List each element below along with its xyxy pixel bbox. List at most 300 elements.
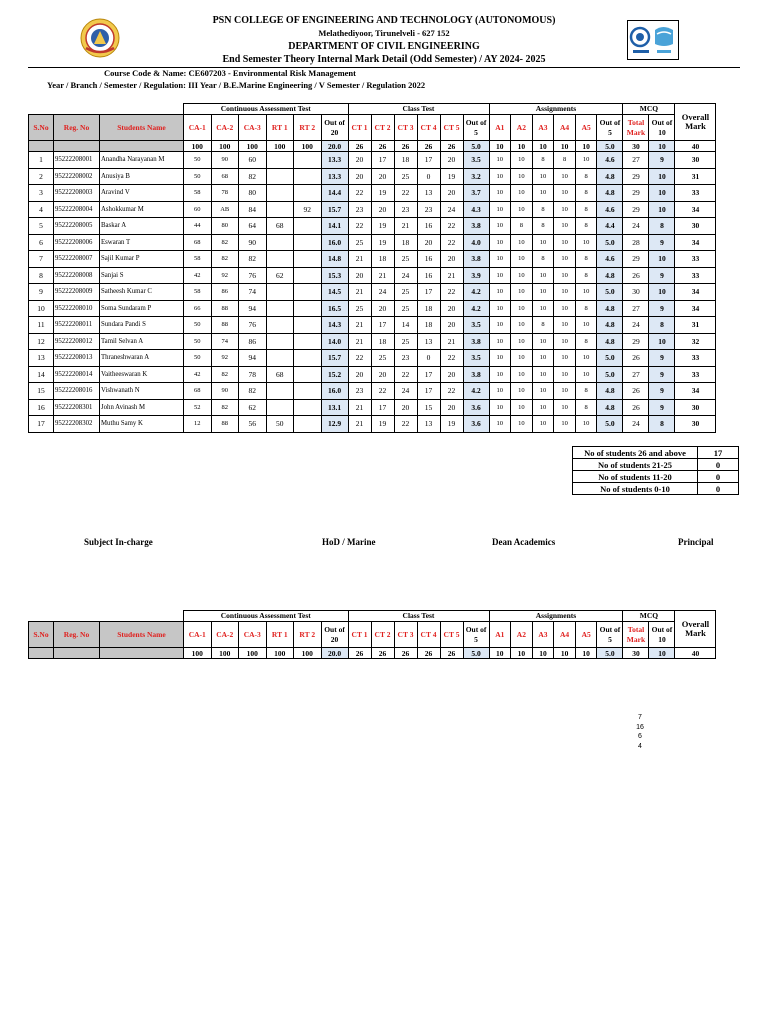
table-cell [266, 350, 294, 367]
table-cell: 21 [348, 317, 371, 334]
max-mark: 5.0 [597, 141, 623, 152]
table-cell: 16.0 [321, 383, 348, 400]
table-cell: 17 [417, 366, 440, 383]
table-cell: 90 [211, 152, 239, 169]
table-cell: 14.0 [321, 333, 348, 350]
table-cell: 10 [532, 234, 554, 251]
table-cell: 16 [29, 399, 54, 416]
table-cell: 95222208011 [54, 317, 100, 334]
table-cell: 8 [532, 251, 554, 268]
max-mark: 100 [211, 141, 239, 152]
table-cell: 24 [371, 284, 394, 301]
table-cell: 29 [623, 333, 649, 350]
table-cell: 4.8 [597, 267, 623, 284]
table-cell: 34 [675, 201, 716, 218]
table-cell: 13.3 [321, 168, 348, 185]
table-cell: 10 [511, 201, 533, 218]
column-header: CT 5 [440, 622, 463, 648]
table-cell: 25 [394, 333, 417, 350]
max-mark: 100 [294, 141, 322, 152]
max-mark: 26 [417, 141, 440, 152]
table-cell: Ashokkumar M [100, 201, 184, 218]
table-cell: 10 [511, 416, 533, 433]
max-blank [29, 648, 54, 659]
column-header: CT 4 [417, 115, 440, 141]
table-cell: 95222208013 [54, 350, 100, 367]
max-mark: 10 [649, 141, 675, 152]
table-cell: 21 [394, 218, 417, 235]
table-cell: 10 [554, 185, 576, 202]
table-cell: Baskar A [100, 218, 184, 235]
college-address: Melathediyoor, Tirunelveli - 627 152 [318, 28, 450, 38]
blank-header [29, 611, 184, 622]
table-cell: 23 [394, 350, 417, 367]
table-cell: 34 [675, 234, 716, 251]
table-cell: 10 [489, 350, 511, 367]
table-cell: 21 [348, 333, 371, 350]
max-blank [54, 141, 100, 152]
table-cell: 33 [675, 267, 716, 284]
table-cell: 24 [440, 201, 463, 218]
group-cat-header: Continuous Assessment Test [184, 611, 349, 622]
table-cell: 10 [511, 300, 533, 317]
table-cell: 10 [575, 152, 597, 169]
table-cell: 3.8 [463, 251, 489, 268]
table-cell: 3.5 [463, 350, 489, 367]
table-cell: 19 [371, 185, 394, 202]
table-cell: 20 [371, 366, 394, 383]
table-cell: 13 [417, 416, 440, 433]
table-cell: 10 [575, 416, 597, 433]
table-cell: Soma Sundaram P [100, 300, 184, 317]
table-cell: 10 [489, 317, 511, 334]
table-cell: 10 [532, 300, 554, 317]
group-class-test-header: Class Test [348, 104, 489, 115]
table-cell: 20 [440, 185, 463, 202]
table-cell: 10 [511, 251, 533, 268]
max-mark: 100 [239, 648, 267, 659]
table-cell: 95222208012 [54, 333, 100, 350]
column-header: Out of 10 [649, 115, 675, 141]
table-cell: 10 [554, 416, 576, 433]
max-blank [100, 141, 184, 152]
table-cell: 95222208301 [54, 399, 100, 416]
table-cell: 20 [348, 366, 371, 383]
table-cell: 5.0 [597, 284, 623, 301]
table-row [29, 267, 716, 284]
table-cell: 10 [532, 333, 554, 350]
table-cell: 68 [211, 168, 239, 185]
table-cell: 3.8 [463, 333, 489, 350]
table-cell [266, 284, 294, 301]
table-cell: 8 [554, 152, 576, 169]
table-cell: 10 [554, 267, 576, 284]
year-branch-info: Year / Branch / Semester / Regulation: III Year / B.E.Marine Engineering / V Semester / Regulation 2022 [47, 80, 426, 90]
table-cell: 16.0 [321, 234, 348, 251]
table-cell: 10 [554, 317, 576, 334]
table-cell: 88 [211, 416, 239, 433]
table-cell: 8 [532, 201, 554, 218]
table-cell: 21 [348, 416, 371, 433]
table-cell: 10 [511, 399, 533, 416]
table-cell: 22 [394, 366, 417, 383]
table-cell: 17 [29, 416, 54, 433]
table-cell: Tamil Selvan A [100, 333, 184, 350]
max-blank [54, 648, 100, 659]
column-header: CA-1 [184, 115, 212, 141]
max-mark: 26 [440, 141, 463, 152]
max-marks-row [29, 648, 716, 659]
table-cell: 10 [511, 350, 533, 367]
summary-label: No of students 21-25 [573, 459, 698, 471]
table-cell: 22 [440, 350, 463, 367]
table-cell: 15.3 [321, 267, 348, 284]
table-cell: 3.2 [463, 168, 489, 185]
table-cell: 20 [394, 399, 417, 416]
table-cell: 50 [266, 416, 294, 433]
side-note: 4 [638, 742, 642, 750]
table-cell: 23 [348, 201, 371, 218]
column-header: Out of 5 [597, 622, 623, 648]
group-cat-header: Continuous Assessment Test [184, 104, 349, 115]
table-cell: 10 [554, 383, 576, 400]
table-header [29, 104, 716, 152]
table-cell [266, 333, 294, 350]
table-cell: 10 [575, 366, 597, 383]
summary-value: 17 [698, 447, 739, 459]
table-cell: 10 [532, 267, 554, 284]
table-cell: 8 [575, 333, 597, 350]
table-cell: 95222208016 [54, 383, 100, 400]
table-cell: 15 [417, 399, 440, 416]
table-cell [266, 399, 294, 416]
table-cell: 80 [239, 185, 267, 202]
column-header: Total Mark [623, 115, 649, 141]
table-cell: 20 [348, 168, 371, 185]
table-cell: 88 [211, 317, 239, 334]
column-header: A4 [554, 622, 576, 648]
table-cell: 21 [440, 267, 463, 284]
table-cell [266, 300, 294, 317]
max-mark: 26 [371, 648, 394, 659]
table-cell: 9 [649, 350, 675, 367]
table-cell [294, 300, 322, 317]
max-blank [100, 648, 184, 659]
table-cell: 9 [649, 234, 675, 251]
column-header: CT 3 [394, 622, 417, 648]
table-body [29, 152, 716, 433]
table-cell: 50 [184, 152, 212, 169]
table-cell: 4 [29, 201, 54, 218]
table-cell: 22 [440, 284, 463, 301]
table-row [29, 234, 716, 251]
table-cell: 95222208010 [54, 300, 100, 317]
table-cell: 14.1 [321, 218, 348, 235]
table-cell: 19 [371, 416, 394, 433]
group-header-row [29, 104, 716, 115]
table-cell: 33 [675, 350, 716, 367]
summary-row [573, 447, 739, 459]
table-cell: 10 [489, 366, 511, 383]
table-cell: 15.2 [321, 366, 348, 383]
table-cell: 4.0 [463, 234, 489, 251]
column-header: S.No [29, 622, 54, 648]
table-cell: 8 [532, 218, 554, 235]
group-class-test-header: Class Test [348, 611, 489, 622]
table-cell: 10 [489, 251, 511, 268]
table-cell: 30 [675, 152, 716, 169]
table-cell: 25 [394, 168, 417, 185]
table-cell: Aravind V [100, 185, 184, 202]
summary-row [573, 459, 739, 471]
table-cell: 3 [29, 185, 54, 202]
table-cell: 30 [675, 218, 716, 235]
table-cell: 22 [440, 383, 463, 400]
column-header: Out of 5 [463, 622, 489, 648]
table-cell: 19 [371, 218, 394, 235]
table-cell: 21 [371, 267, 394, 284]
table-cell: 29 [623, 251, 649, 268]
column-header: A5 [575, 622, 597, 648]
table-cell: 10 [489, 284, 511, 301]
table-cell: 60 [239, 152, 267, 169]
column-header: RT 2 [294, 622, 322, 648]
table-cell: 20 [440, 399, 463, 416]
table-cell [266, 168, 294, 185]
column-header: Reg. No [54, 115, 100, 141]
table-cell: 10 [511, 185, 533, 202]
column-header: A3 [532, 115, 554, 141]
table-cell: 9 [649, 383, 675, 400]
table-cell: 78 [211, 185, 239, 202]
max-mark: 100 [184, 648, 212, 659]
table-cell: 24 [623, 218, 649, 235]
table-cell: 10 [532, 399, 554, 416]
table-cell: 18 [417, 300, 440, 317]
group-header-row [29, 611, 716, 622]
column-header: CT 5 [440, 115, 463, 141]
table-cell: 95222208007 [54, 251, 100, 268]
table-cell: 3.8 [463, 218, 489, 235]
table-cell: 10 [489, 201, 511, 218]
column-header: Students Name [100, 622, 184, 648]
table-cell: 4.8 [597, 399, 623, 416]
table-cell: 74 [211, 333, 239, 350]
column-header: RT 2 [294, 115, 322, 141]
table-cell: 4.3 [463, 201, 489, 218]
max-mark: 5.0 [463, 648, 489, 659]
table-cell: 10 [511, 267, 533, 284]
table-cell: 95222208302 [54, 416, 100, 433]
subject-incharge-signature: Subject In-charge [84, 537, 153, 547]
column-header: CA-2 [211, 115, 239, 141]
table-cell: 95222208002 [54, 168, 100, 185]
table-cell: 95222208005 [54, 218, 100, 235]
max-mark: 26 [348, 141, 371, 152]
table-cell [294, 317, 322, 334]
column-header-row [29, 622, 716, 648]
max-mark: 5.0 [463, 141, 489, 152]
overall-mark-header: Overall Mark [675, 611, 716, 648]
table-cell: 34 [675, 284, 716, 301]
table-cell: 18 [417, 317, 440, 334]
course-info: Course Code & Name: CE607203 - Environmental Risk Management [104, 68, 356, 78]
table-cell: 8 [29, 267, 54, 284]
table-row [29, 152, 716, 169]
table-cell: 68 [184, 383, 212, 400]
table-cell: 18 [394, 234, 417, 251]
max-mark: 100 [211, 648, 239, 659]
summary-label: No of students 11-20 [573, 471, 698, 483]
column-header: CA-3 [239, 622, 267, 648]
max-mark: 10 [511, 648, 533, 659]
table-cell: 10 [575, 350, 597, 367]
table-cell: 30 [675, 416, 716, 433]
table-cell: 31 [675, 317, 716, 334]
table-cell: 25 [348, 234, 371, 251]
table-cell: 10 [532, 350, 554, 367]
table-cell: 13.3 [321, 152, 348, 169]
column-header: A3 [532, 622, 554, 648]
table-cell: 68 [184, 234, 212, 251]
table-cell: 3.7 [463, 185, 489, 202]
max-mark: 100 [266, 648, 294, 659]
table-cell: 8 [575, 251, 597, 268]
table-cell: 10 [554, 251, 576, 268]
table-cell [294, 366, 322, 383]
table-cell: 4.8 [597, 383, 623, 400]
column-header: Students Name [100, 115, 184, 141]
table-cell: 60 [184, 201, 212, 218]
table-cell [294, 416, 322, 433]
table-cell: 16.5 [321, 300, 348, 317]
max-mark: 10 [532, 648, 554, 659]
table-cell: 8 [575, 399, 597, 416]
table-cell: 0 [417, 168, 440, 185]
max-mark: 10 [511, 141, 533, 152]
summary-label: No of students 0-10 [573, 483, 698, 495]
table-cell: 82 [211, 366, 239, 383]
table-cell: 18 [371, 251, 394, 268]
table-cell: 14.8 [321, 251, 348, 268]
table-cell: 5.0 [597, 416, 623, 433]
table-cell: 10 [554, 333, 576, 350]
table-cell: 9 [649, 399, 675, 416]
table-cell: 10 [532, 284, 554, 301]
table-cell: 8 [575, 267, 597, 284]
table-cell: 33 [675, 185, 716, 202]
table-cell: 15.7 [321, 350, 348, 367]
table-cell: 20 [371, 300, 394, 317]
table-cell: 22 [348, 350, 371, 367]
table-cell: 10 [489, 185, 511, 202]
table-cell: 4.8 [597, 333, 623, 350]
table-cell: 9 [649, 366, 675, 383]
table-cell: 27 [623, 152, 649, 169]
summary-table [572, 446, 739, 495]
table-cell: 10 [511, 366, 533, 383]
table-cell: 30 [623, 284, 649, 301]
table-cell: 50 [184, 168, 212, 185]
table-cell: 10 [489, 168, 511, 185]
report-title: End Semester Theory Internal Mark Detail (Odd Semester) / AY 2024- 2025 [222, 54, 546, 65]
department-name: DEPARTMENT OF CIVIL ENGINEERING [288, 41, 480, 52]
column-header: S.No [29, 115, 54, 141]
table-cell: 10 [575, 234, 597, 251]
table-cell: 19 [440, 168, 463, 185]
table-cell: 10 [554, 201, 576, 218]
column-header: RT 1 [266, 115, 294, 141]
table-cell [294, 350, 322, 367]
table-cell: 10 [649, 284, 675, 301]
column-header: A5 [575, 115, 597, 141]
table-cell: 10 [649, 333, 675, 350]
table-cell: 10 [649, 168, 675, 185]
table-cell: Anusiya B [100, 168, 184, 185]
table-cell: 30 [675, 399, 716, 416]
column-header: Out of 5 [463, 115, 489, 141]
table-cell: 20 [348, 267, 371, 284]
table-cell [266, 317, 294, 334]
table-cell [294, 383, 322, 400]
table-cell: 20 [440, 251, 463, 268]
table-cell: 86 [239, 333, 267, 350]
table-cell: 29 [623, 201, 649, 218]
table-cell: 10 [649, 201, 675, 218]
table-cell: 4.2 [463, 284, 489, 301]
table-cell: Sajil Kumar P [100, 251, 184, 268]
table-row [29, 366, 716, 383]
table-cell: 32 [675, 333, 716, 350]
table-cell: 10 [489, 234, 511, 251]
max-blank [29, 141, 54, 152]
table-cell: 10 [532, 185, 554, 202]
table-cell: Muthu Samy K [100, 416, 184, 433]
table-cell: 82 [211, 399, 239, 416]
table-cell: 20 [440, 152, 463, 169]
table-cell: 10 [511, 383, 533, 400]
table-cell: 34 [675, 300, 716, 317]
table-row [29, 333, 716, 350]
table-cell: 10 [554, 350, 576, 367]
max-mark: 26 [394, 141, 417, 152]
table-cell: 31 [675, 168, 716, 185]
column-header: Out of 20 [321, 622, 348, 648]
table-cell [294, 218, 322, 235]
table-cell: 4.2 [463, 300, 489, 317]
table-cell: 68 [266, 366, 294, 383]
table-cell: 18 [371, 333, 394, 350]
table-cell [294, 185, 322, 202]
summary-value: 0 [698, 471, 739, 483]
table-cell: 21 [348, 251, 371, 268]
table-cell [294, 251, 322, 268]
table-cell: 22 [371, 383, 394, 400]
table-cell: 10 [575, 317, 597, 334]
table-cell: 9 [649, 267, 675, 284]
column-header: CT 3 [394, 115, 417, 141]
table-cell: 42 [184, 366, 212, 383]
table-cell: Sanjai S [100, 267, 184, 284]
table-cell: 10 [511, 333, 533, 350]
table-cell: 10 [489, 218, 511, 235]
table-cell: 20 [440, 300, 463, 317]
table-cell: 86 [211, 284, 239, 301]
table-cell: 26 [623, 383, 649, 400]
table-cell: 88 [211, 300, 239, 317]
table-cell: 84 [239, 201, 267, 218]
table-cell: 10 [489, 267, 511, 284]
